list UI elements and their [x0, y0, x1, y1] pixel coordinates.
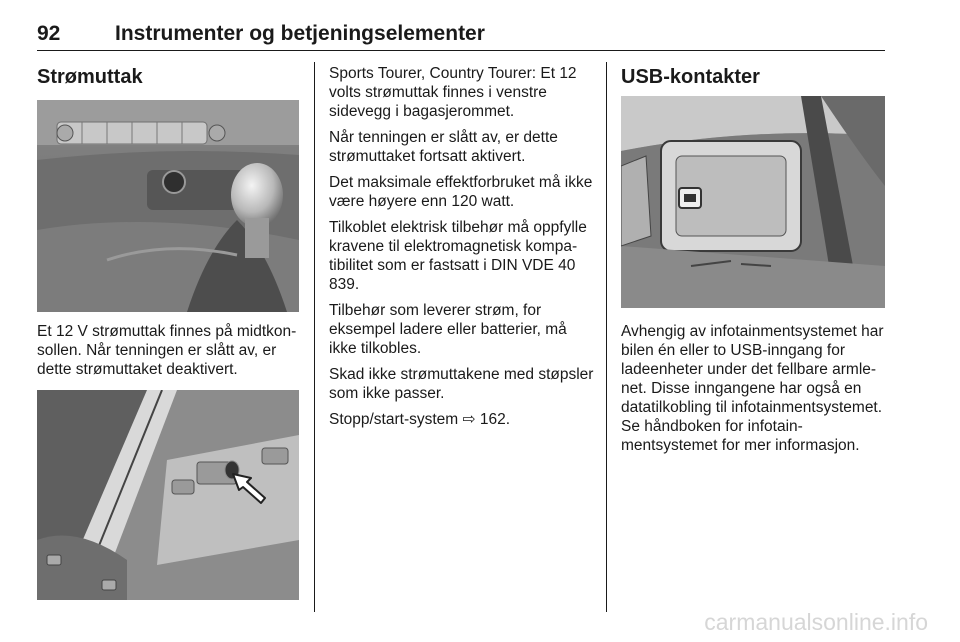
- cross-reference[interactable]: [329, 410, 597, 429]
- figure-trunk-power-outlet: [37, 390, 299, 600]
- figure-usb-ports: [621, 96, 885, 308]
- page-header-title: Instrumenter og betjeningselementer: [115, 22, 485, 45]
- figure-console-power-outlet: [37, 100, 299, 312]
- section-heading-usb: USB-kontakter: [621, 66, 760, 88]
- paragraph: Sports Tourer, Country Tourer: Et 12 volts strømuttak finnes i venstre sidevegg i bagasjerommet.: [329, 65, 577, 120]
- page-number: 92: [37, 22, 61, 45]
- paragraph: Tilkoblet elektrisk tilbehør må oppfylle kravene til elektromagnetisk kompatibilitet som er fastsatt i DIN VDE 40 839.: [329, 219, 587, 293]
- header-rule: [37, 50, 885, 51]
- column-divider-1: [314, 62, 315, 612]
- paragraph: Når tenningen er slått av, er dette strømuttaket fortsatt aktivert.: [329, 129, 558, 165]
- paragraph: Det maksimale effektforbruket må ikke være høyere enn 120 watt.: [329, 174, 593, 210]
- paragraph: Skad ikke strømuttakene med støpsler som ikke passer.: [329, 366, 594, 402]
- section-heading-power-outlet: Strømuttak: [37, 66, 143, 88]
- paragraph-console-outlet: Et 12 V strømuttak finnes på midtkonsollen. Når tenningen er slått av, er dette strømuttaket deaktivert.: [37, 323, 297, 378]
- paragraph-usb: Avhengig av infotainmentsystemet har bilen én eller to USB-inngang for ladeenheter under det fellbare armlenet. Disse inngangene har også en datatilkobling til infotainmentsystemet. Se håndboken for infotainmentsystemet for mer informasjon.: [621, 323, 884, 454]
- cross-reference-arrow-icon: ⇨: [462, 411, 476, 428]
- watermark: carmanualsonline.info: [704, 609, 928, 635]
- column-2-text: [329, 64, 597, 429]
- cross-reference-page: 162.: [479, 411, 511, 428]
- cross-reference-text: Stopp/start-system: [329, 411, 459, 428]
- column-divider-2: [606, 62, 607, 612]
- paragraph: Tilbehør som leverer strøm, for eksempel ladere eller batterier, må ikke tilkobles.: [329, 302, 567, 357]
